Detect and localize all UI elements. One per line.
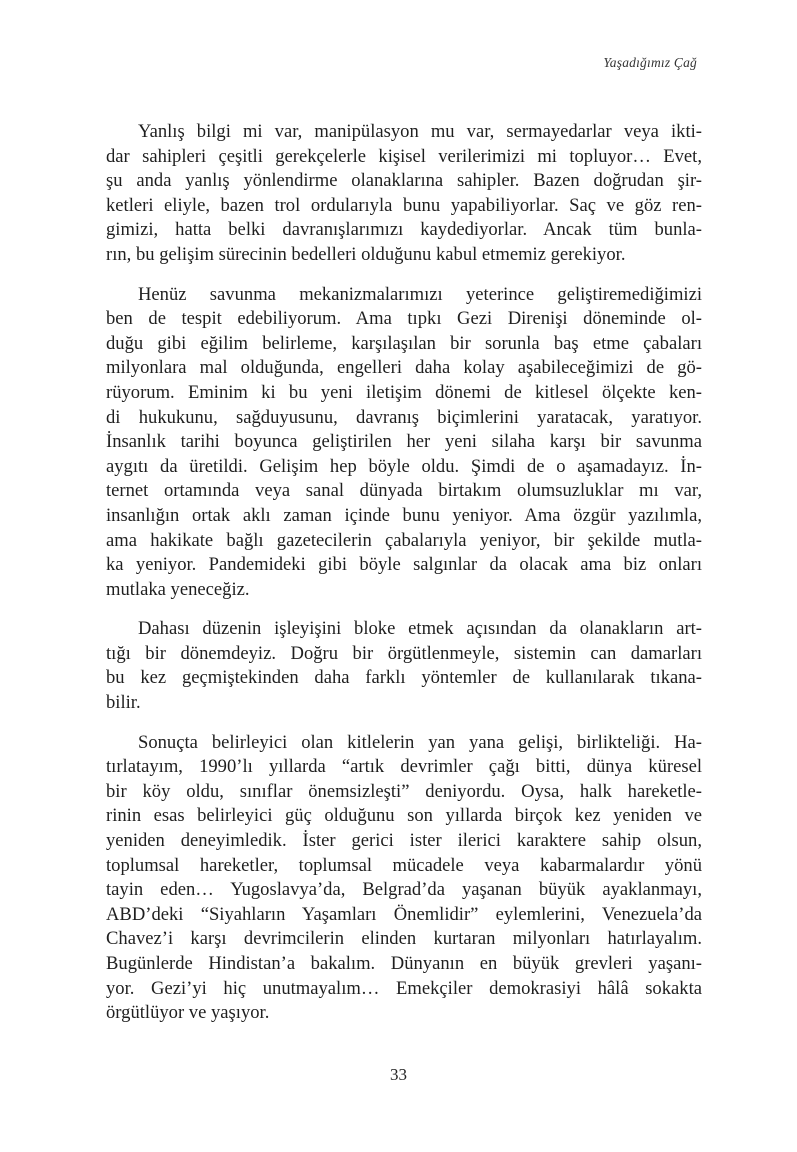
text-line: ABD’deki “Siyahların Yaşamları Önemlidir” eylemlerini, Venezuela’da — [106, 903, 702, 925]
text-line: Yanlış bilgi mi var, manipülasyon mu var, sermayedarlar veya ikti- — [138, 121, 702, 142]
text-line: bir köy oldu, sınıflar önemsizleşti” deniyordu. Oysa, halk hareketle- — [106, 780, 702, 802]
paragraph — [106, 120, 702, 268]
paragraph — [106, 617, 702, 715]
text-line: tığı bir dönemdeyiz. Doğru bir örgütlenmeyle, sistemin can damarları — [106, 642, 702, 664]
text-line: tayin eden… Yugoslavya’da, Belgrad’da yaşanan büyük ayaklanmayı, — [106, 879, 702, 901]
text-line: şu anda yanlış yönlendirme olanaklarına sahipler. Bazen doğrudan şir- — [106, 170, 702, 192]
text-line: rın, bu gelişim sürecinin bedelleri olduğunu kabul etmemiz gerekiyor. — [106, 243, 626, 265]
text-line: tırlatayım, 1990’lı yıllarda “artık devrimler çağı bitti, dünya küresel — [106, 756, 702, 778]
paragraph — [106, 731, 702, 1026]
text-line: örgütlüyor ve yaşıyor. — [106, 1002, 270, 1024]
text-line: mutlaka yeneceğiz. — [106, 578, 250, 600]
text-line: Bugünlerde Hindistan’a bakalım. Dünyanın en büyük grevleri yaşanı- — [106, 953, 702, 974]
text-line: gimizi, hatta belki davranışlarımızı kaydediyorlar. Ancak tüm bunla- — [106, 219, 702, 241]
running-header: Yaşadığımız Çağ — [603, 55, 697, 70]
text-line: ka yeniyor. Pandemideki gibi böyle salgınlar da olacak ama biz onları — [106, 554, 702, 576]
text-line: Chavez’i karşı devrimcilerin elinden kurtaran milyonları hatırlayalım. — [106, 928, 702, 950]
text-line: yor. Gezi’yi hiç unutmayalım… Emekçiler demokrasiyi hâlâ sokakta — [106, 977, 702, 999]
text-line: duğu gibi eğilim belirleme, karşılaşılan bir sorunla baş etme çabaları — [106, 332, 702, 354]
text-line: bu kez geçmiştekinden daha farklı yöntemler de kullanılarak tıkana- — [106, 667, 702, 689]
text-line: ama hakikate bağlı gazetecilerin çabalarıyla yeniyor, bir şekilde mutla- — [106, 529, 702, 551]
text-line: aygıtı da üretildi. Gelişim hep böyle oldu. Şimdi de o aşamadayız. İn- — [106, 455, 702, 477]
text-line: ternet ortamında veya sanal dünyada birtakım olumsuzluklar mı var, — [106, 480, 702, 502]
text-line: ben de tespit edebiliyorum. Ama tıpkı Gezi Direnişi döneminde ol- — [106, 308, 702, 330]
text-line: rüyorum. Eminim ki bu yeni iletişim dönemi de kitlesel ölçekte ken- — [106, 381, 702, 403]
text-line: di hukukunu, sağduyusunu, davranış biçimlerini yaratacak, yaratıyor. — [106, 406, 702, 428]
text-line: toplumsal hareketler, toplumsal mücadele veya kabarmalardır yönü — [106, 854, 702, 876]
paragraph — [106, 283, 702, 603]
text-line: rinin esas belirleyici güç olduğunu son yıllarda birçok kez yeniden ve — [106, 805, 702, 827]
text-line: ketleri eliyle, bazen trol ordularıyla bunu yapabiliyorlar. Saç ve göz ren- — [106, 194, 702, 216]
text-line: bilir. — [106, 692, 141, 714]
text-line: insanlığın ortak aklı zaman içinde bunu yeniyor. Ama özgür yazılımla, — [106, 504, 702, 526]
text-line: milyonlara mal olduğunda, engelleri daha kolay aşabileceğimizi de gö- — [106, 357, 702, 379]
text-line: yeniden deneyimledik. İster gerici ister ilerici karaktere sahip olsun, — [106, 830, 702, 852]
text-line: Dahası düzenin işleyişini bloke etmek açısından da olanakların art- — [138, 618, 702, 640]
text-line: İnsanlık tarihi boyunca geliştirilen her yeni silaha karşı bir savunma — [106, 431, 702, 453]
text-line: dar sahipleri çeşitli gerekçelerle kişisel verilerimizi mi topluyor… Evet, — [106, 145, 702, 167]
body-text — [106, 120, 702, 1041]
text-line: Henüz savunma mekanizmalarımızı yeterince geliştiremediğimizi — [138, 283, 702, 305]
text-line: Sonuçta belirleyici olan kitlelerin yan yana gelişi, birlikteliği. Ha- — [138, 731, 702, 753]
page-number: 33 — [390, 1065, 407, 1084]
